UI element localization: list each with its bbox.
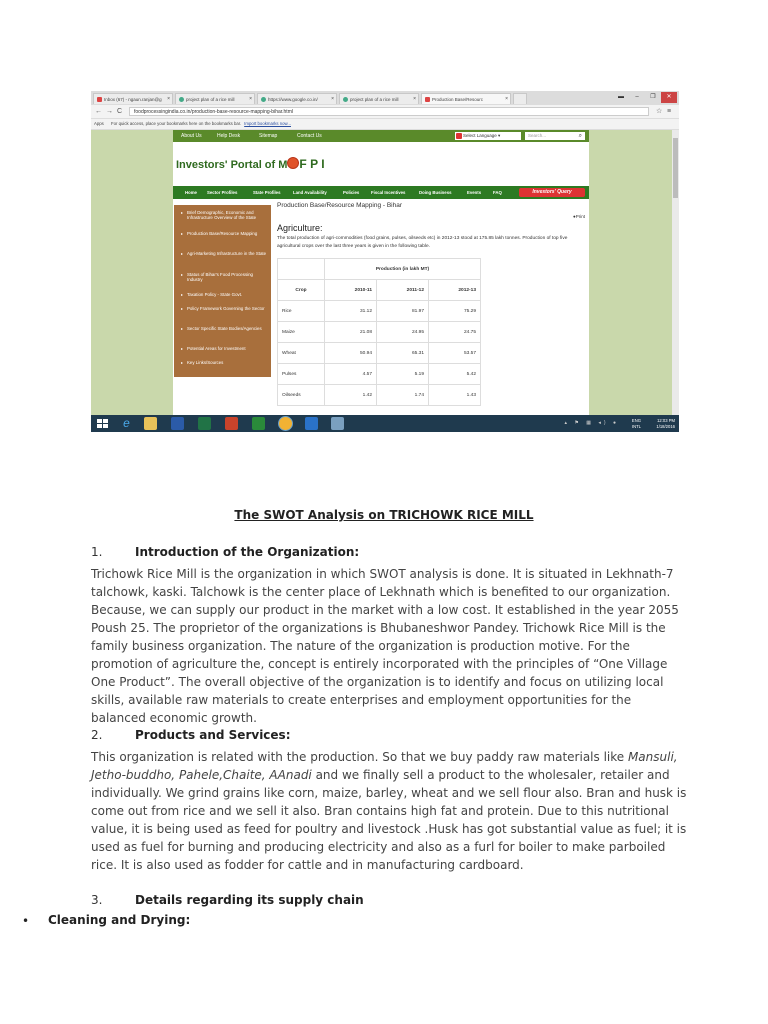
section-title: Products and Services: (135, 728, 291, 742)
arrow-icon: ▸ (181, 292, 184, 297)
section-title: Introduction of the Organization: (135, 545, 360, 559)
website-page (173, 130, 589, 415)
google-icon (261, 97, 266, 102)
word-icon[interactable] (171, 417, 184, 430)
browser-tab[interactable]: project plan of a rice mill × (175, 93, 255, 104)
address-bar (91, 105, 679, 119)
table-cell: 4.57 (325, 364, 377, 385)
restore-icon[interactable]: ❐ (650, 94, 656, 100)
url-input[interactable]: foodprocessingindia.co.in/production-base-resource-mapping-bihar.html (129, 107, 649, 116)
close-tab-icon[interactable]: × (167, 96, 170, 102)
table-cell: 81.97 (377, 301, 429, 322)
close-tab-icon[interactable]: × (331, 96, 334, 102)
chrome-icon[interactable] (279, 417, 292, 430)
bullet-item: Cleaning and Drying: (48, 913, 191, 927)
table-cell: 5.42 (429, 364, 481, 385)
user-icon[interactable]: ▬ (618, 94, 624, 100)
table-cell: 24.75 (429, 322, 481, 343)
agriculture-intro: The total production of agri-commodities (food grains, pulses, oilseeds etc) in 2012-13 stood at 175.85 lakh tonnes. Production of top five agricultural crops over the last three years is given in the following table. (277, 236, 568, 249)
nav-state-profiles[interactable]: State Profiles (253, 190, 281, 195)
sidebar (174, 205, 271, 377)
table-cell: 65.31 (377, 343, 429, 364)
internet-explorer-icon[interactable]: e (123, 416, 130, 430)
table-cell: 1.74 (377, 385, 429, 406)
document-title: The SWOT Analysis on TRICHOWK RICE MILL (234, 508, 534, 522)
column-header: 2012-13 (429, 280, 481, 301)
table-cell: Wheat (278, 343, 325, 364)
arrow-icon: ▸ (181, 306, 184, 311)
intro-paragraph: Trichowk Rice Mill is the organization in which SWOT analysis is done. It is situated in Lekhnath-7 talchowk, kaski. Talchowk is the center place of Lekhnath which is benefited to our organization. Because, we can supply our product in the market with a low cost. It established in the year 2055 Poush 25. The proprietor of the organizations is Bhubaneshwor Pandey. Trichowk Rice Mill is the family business organization. The nature of the organization is production motive. For the promotion of agriculture the, concept is entirely incorporated with the principles of “One Village One Product”. The overall objective of the organization is to identify and focus on utilizing local skills, available raw materials to create enterprises and employment opportunities for the balanced economic growth. (91, 567, 679, 725)
browser-tab[interactable]: https://www.google.co.in/ × (257, 93, 337, 104)
column-header: 2011-12 (377, 280, 429, 301)
mofpi-flower-icon (287, 157, 299, 169)
browser-tab[interactable]: Inbox (67) - ngaun.ranjan@g × (93, 93, 173, 104)
table-cell: Oilseeds (278, 385, 325, 406)
table-cell: 5.19 (377, 364, 429, 385)
sidebar-item-key-links[interactable]: ▸ Key Links/Sources (181, 360, 224, 365)
column-header: Crop (278, 280, 325, 301)
column-header: 2010-11 (325, 280, 377, 301)
table-cell: 21.08 (325, 322, 377, 343)
table-cell: Maize (278, 322, 325, 343)
gmail-icon (97, 97, 102, 102)
table-cell: 24.95 (377, 322, 429, 343)
topnav-contact[interactable]: Contact Us (297, 133, 322, 139)
table-cell: 75.29 (429, 301, 481, 322)
outlook-icon[interactable] (305, 417, 318, 430)
table-cell: 53.57 (429, 343, 481, 364)
windows-taskbar (91, 415, 679, 432)
system-tray-icons[interactable]: ▴ ⚑ ▦ ◂) ● (564, 420, 619, 426)
table-row (278, 385, 481, 406)
browser-tab-active[interactable]: Production Base/Resourc × (421, 93, 511, 104)
sidebar-item-overview[interactable]: ▸ Brief Demographic, Economic and Infrastructure Overview of the State (181, 210, 257, 221)
table-row (278, 343, 481, 364)
arrow-icon: ▸ (181, 251, 184, 256)
site-favicon-icon (425, 97, 430, 102)
investors-query-button[interactable]: Investors' Query (519, 188, 585, 197)
close-tab-icon[interactable]: × (249, 96, 252, 102)
section-number: 3. (91, 893, 103, 907)
scrollbar-thumb[interactable] (673, 138, 678, 198)
excel-icon[interactable] (198, 417, 211, 430)
production-table (277, 258, 481, 406)
clock[interactable]: 12:03 PM 1/18/2016 (656, 418, 675, 429)
section-title: Details regarding its supply chain (135, 893, 364, 907)
minimize-icon[interactable]: – (635, 94, 639, 100)
topnav-help[interactable]: Help Desk (217, 133, 241, 139)
products-paragraph: This organization is related with the production. So that we buy paddy raw materials like Mansuli, Jetho-buddho, Pahele,Chaite, AAnadi and we finally sell a product to the wholesaler, retailer and individually. We grind grains like corn, maize, barley, wheat and we sell flour also. Bran and husk is come out from rice and we sell it also. Bran contains high fat and protein. Due to this nutritional value, it is being used as feed for poultry and livestock .Husk has got substantial value as fuel; it is used as fuel for burning and producing electricity and also as a furl for boiler to make parboiled rice. It is also used as fodder for cattle and in manufacturing cardboard. (91, 750, 687, 872)
google-icon (179, 97, 184, 102)
nav-land-availability[interactable]: Land Availability (293, 190, 327, 195)
table-row (278, 322, 481, 343)
page-scrollbar[interactable] (672, 130, 679, 415)
windows-start-icon[interactable] (96, 417, 109, 430)
table-header-row (278, 280, 481, 301)
arrow-icon: ▸ (181, 360, 184, 365)
apps-link[interactable]: Apps (94, 121, 104, 126)
arrow-icon: ▸ (181, 326, 184, 331)
print-icon: ● (573, 214, 576, 219)
translate-icon (456, 133, 462, 139)
table-cell: 50.94 (325, 343, 377, 364)
search-icon[interactable]: ⌕ (578, 133, 582, 139)
table-caption: Production (in lakh MT) (325, 259, 481, 280)
publisher-icon[interactable] (252, 417, 265, 430)
close-tab-icon[interactable]: × (505, 96, 508, 102)
bookmark-star-icon[interactable]: ☆ (656, 108, 663, 115)
bullet-marker: • (22, 914, 30, 928)
site-header (173, 142, 589, 186)
arrow-icon: ▸ (181, 346, 184, 351)
forward-icon[interactable]: → (106, 108, 113, 115)
table-cell: 31.12 (325, 301, 377, 322)
menu-icon[interactable]: ≡ (667, 108, 672, 115)
new-tab-button[interactable] (513, 93, 527, 104)
sidebar-item-investment-areas[interactable]: ▸ Potential Areas for Investment (181, 346, 246, 351)
section-number: 1. (91, 545, 103, 559)
page-breadcrumb: Production Base/Resource Mapping - Bihar (277, 202, 403, 209)
input-language[interactable]: ENG INTL (631, 418, 641, 429)
table-row (278, 364, 481, 385)
google-icon (343, 97, 348, 102)
bookmarks-hint: For quick access, place your bookmarks here on the bookmarks bar. (111, 121, 242, 126)
powerpoint-icon[interactable] (225, 417, 238, 430)
table-cell: Rice (278, 301, 325, 322)
reload-icon[interactable]: C (117, 108, 123, 115)
sidebar-item-food-processing-status[interactable]: ▸ Status of Bihar's Food Processing Industry (181, 272, 253, 283)
browser-tab[interactable]: project plan of a rice mill × (339, 93, 419, 104)
table-row (278, 259, 481, 280)
nav-policies[interactable]: Policies (343, 190, 360, 195)
bookmarks-bar (91, 119, 679, 130)
nav-home[interactable]: Home (185, 190, 197, 195)
nav-sector-profiles[interactable]: Sector Profiles (207, 190, 238, 195)
sidebar-item-production-base[interactable]: ▸ Production Base/Resource Mapping (181, 231, 258, 236)
table-cell: 1.43 (429, 385, 481, 406)
print-link[interactable]: ●Print (573, 214, 585, 219)
site-search-input[interactable]: Search... ⌕ (525, 132, 585, 140)
table-cell: Pulses (278, 364, 325, 385)
close-tab-icon[interactable]: × (413, 96, 416, 102)
sidebar-item-taxation[interactable]: ▸ Taxation Policy - State Govt. (181, 292, 243, 297)
browser-tab-bar (91, 91, 679, 105)
sidebar-item-agri-marketing[interactable]: ▸ Agri-Marketing Infrastructure in the State (181, 251, 267, 256)
nav-events[interactable]: Events (467, 190, 482, 195)
close-window-icon[interactable]: ✕ (661, 92, 677, 103)
arrow-icon: ▸ (181, 210, 184, 215)
topnav-sitemap[interactable]: Sitemap (259, 133, 278, 139)
arrow-icon: ▸ (181, 272, 184, 277)
file-explorer-icon[interactable] (144, 417, 157, 430)
site-content (277, 202, 585, 415)
sidebar-item-state-bodies[interactable]: ▸ Sector Specific State Bodies/Agencies (181, 326, 262, 331)
language-select[interactable]: Select Language ▾ (455, 132, 521, 140)
window-controls (613, 92, 677, 103)
section-number: 2. (91, 728, 103, 742)
agriculture-heading: Agriculture: (277, 223, 323, 233)
arrow-icon: ▸ (181, 231, 184, 236)
import-bookmarks-link[interactable]: Import bookmarks now... (244, 121, 291, 126)
top-nav (173, 130, 589, 142)
sidebar-item-policy-framework[interactable]: ▸ Policy Framework Governing the Sector (181, 306, 265, 311)
app-icon[interactable] (331, 417, 344, 430)
main-nav (173, 186, 589, 199)
nav-faq[interactable]: FAQ (493, 190, 502, 195)
embedded-browser-screenshot (91, 91, 679, 432)
topnav-about[interactable]: About Us (181, 133, 202, 139)
nav-doing-business[interactable]: Doing Business (419, 190, 452, 195)
portal-logo[interactable]: Investors' Portal of M F P I (176, 157, 325, 171)
back-icon[interactable]: ← (95, 108, 102, 115)
table-row (278, 301, 481, 322)
nav-fiscal-incentives[interactable]: Fiscal Incentives (371, 190, 406, 195)
table-cell: 1.42 (325, 385, 377, 406)
